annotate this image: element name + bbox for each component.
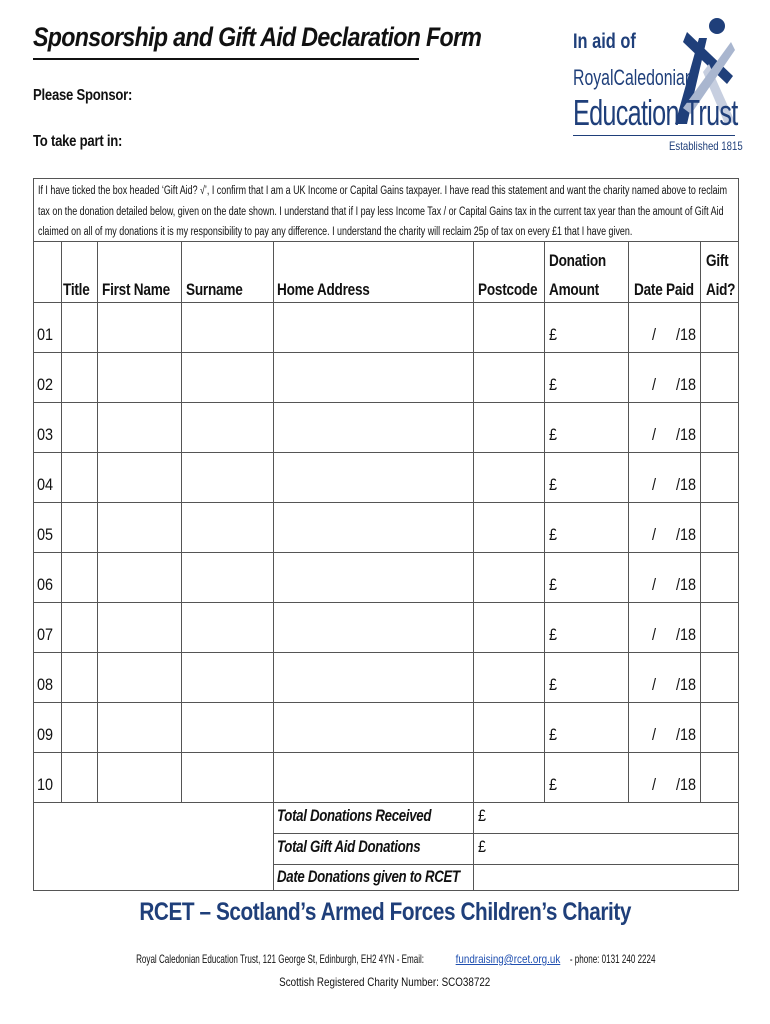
row-amount-currency: £ [549, 325, 558, 344]
declaration-statement: If I have ticked the box headed ‘Gift Aid? √’, I confirm that I am a UK Income or Capital Gains taxpayer. I have read this statement and want the charity named above to reclaim tax on the donation detailed below, given on the date shown. I understand that if I pay less Income Tax / or Capital Gains tax in the current tax year than the amount of Gift Aid claimed on all of my donations it is my responsibility to pay any difference. I understand the charity will reclaim 25p of tax on every £1 that I have given. [38, 185, 728, 238]
row-number: 01 [37, 325, 54, 344]
row-rule [33, 752, 739, 753]
logo-org-line2: Education Trust [573, 92, 738, 133]
row-date-year: /18 [676, 575, 697, 594]
rcet-logo [569, 12, 743, 160]
row-rule [33, 352, 739, 353]
column-rule [181, 241, 182, 802]
row-amount-currency: £ [549, 475, 558, 494]
total-rule [273, 833, 739, 834]
row-date-year: /18 [676, 425, 697, 444]
row-date-year: /18 [676, 675, 697, 694]
header-first-name: First Name [102, 280, 170, 299]
footer-email-link[interactable]: fundraising@rcet.org.uk [456, 952, 561, 966]
row-rule [33, 652, 739, 653]
row-amount-currency: £ [549, 725, 558, 744]
column-rule [544, 241, 545, 802]
row-date-slash: / [652, 775, 657, 794]
column-rule [273, 241, 274, 891]
footer-address-line [105, 952, 665, 966]
row-rule [33, 402, 739, 403]
please-sponsor-label: Please Sponsor: [33, 87, 133, 104]
logo-royal: Royal [573, 65, 614, 90]
take-part-label: To take part in: [33, 133, 123, 150]
row-amount-currency: £ [549, 575, 558, 594]
footer-charity-number [0, 975, 770, 989]
header-gift-aid-line1: Gift [706, 251, 729, 270]
row-rule [33, 552, 739, 553]
row-number: 10 [37, 775, 54, 794]
row-date-slash: / [652, 375, 657, 394]
column-rule [97, 241, 98, 802]
footer-address-suffix: - phone: 0131 240 2224 [570, 952, 656, 966]
tagline-text: RCET – Scotland’s Armed Forces Children’s Charity [139, 898, 631, 926]
header-donation-line1: Donation [549, 251, 607, 270]
footer-address-prefix: Royal Caledonian Education Trust, 121 George St, Edinburgh, EH2 4YN - Email: [136, 952, 425, 966]
row-date-slash: / [652, 475, 657, 494]
row-amount-currency: £ [549, 425, 558, 444]
row-date-slash: / [652, 325, 657, 344]
row-number: 04 [37, 475, 54, 494]
row-number: 08 [37, 675, 54, 694]
row-number: 03 [37, 425, 54, 444]
row-date-year: /18 [676, 625, 697, 644]
row-date-slash: / [652, 425, 657, 444]
header-surname: Surname [186, 280, 243, 299]
row-number: 07 [37, 625, 54, 644]
row-number: 06 [37, 575, 54, 594]
row-date-slash: / [652, 575, 657, 594]
row-date-slash: / [652, 525, 657, 544]
row-date-year: /18 [676, 325, 697, 344]
logo-caledonian: Caledonian [613, 65, 694, 90]
row-date-year: /18 [676, 525, 697, 544]
footer-address [0, 952, 770, 966]
row-rule [33, 802, 739, 803]
logo-rule [573, 135, 735, 136]
row-date-year: /18 [676, 775, 697, 794]
logo-in-aid-of: In aid of [573, 30, 636, 53]
header-postcode: Postcode [478, 280, 538, 299]
row-date-year: /18 [676, 375, 697, 394]
column-rule [61, 241, 62, 802]
row-amount-currency: £ [549, 375, 558, 394]
row-number: 09 [37, 725, 54, 744]
form-title: Sponsorship and Gift Aid Declaration Form [33, 22, 482, 52]
header-date-paid: Date Paid [634, 280, 694, 299]
logo-established: Established 1815 [669, 139, 743, 153]
row-date-slash: / [652, 675, 657, 694]
row-rule [33, 602, 739, 603]
column-rule [700, 241, 701, 802]
date-donations-given-label: Date Donations given to RCET [277, 867, 460, 886]
column-rule [628, 241, 629, 802]
header-title: Title [63, 280, 90, 299]
total-rule [273, 864, 739, 865]
total-donations-currency: £ [478, 806, 487, 825]
row-date-slash: / [652, 625, 657, 644]
total-donations-label: Total Donations Received [277, 806, 432, 825]
row-date-slash: / [652, 725, 657, 744]
row-rule [33, 452, 739, 453]
header-home-address: Home Address [277, 280, 370, 299]
column-rule [473, 241, 474, 891]
logo-org-line1 [573, 65, 694, 91]
footer-charity-number-text: Scottish Registered Charity Number: SCO38722 [279, 975, 491, 989]
row-number: 05 [37, 525, 54, 544]
total-gift-aid-currency: £ [478, 837, 487, 856]
header-gift-aid-line2: Aid? [706, 280, 736, 299]
row-amount-currency: £ [549, 675, 558, 694]
row-amount-currency: £ [549, 525, 558, 544]
header-top-rule [33, 241, 739, 242]
total-gift-aid-label: Total Gift Aid Donations [277, 837, 421, 856]
row-amount-currency: £ [549, 625, 558, 644]
title-underline [33, 58, 419, 60]
row-date-year: /18 [676, 725, 697, 744]
tagline [0, 898, 770, 927]
row-amount-currency: £ [549, 775, 558, 794]
row-date-year: /18 [676, 475, 697, 494]
row-rule [33, 702, 739, 703]
row-rule [33, 502, 739, 503]
row-number: 02 [37, 375, 54, 394]
header-donation-line2: Amount [549, 280, 599, 299]
